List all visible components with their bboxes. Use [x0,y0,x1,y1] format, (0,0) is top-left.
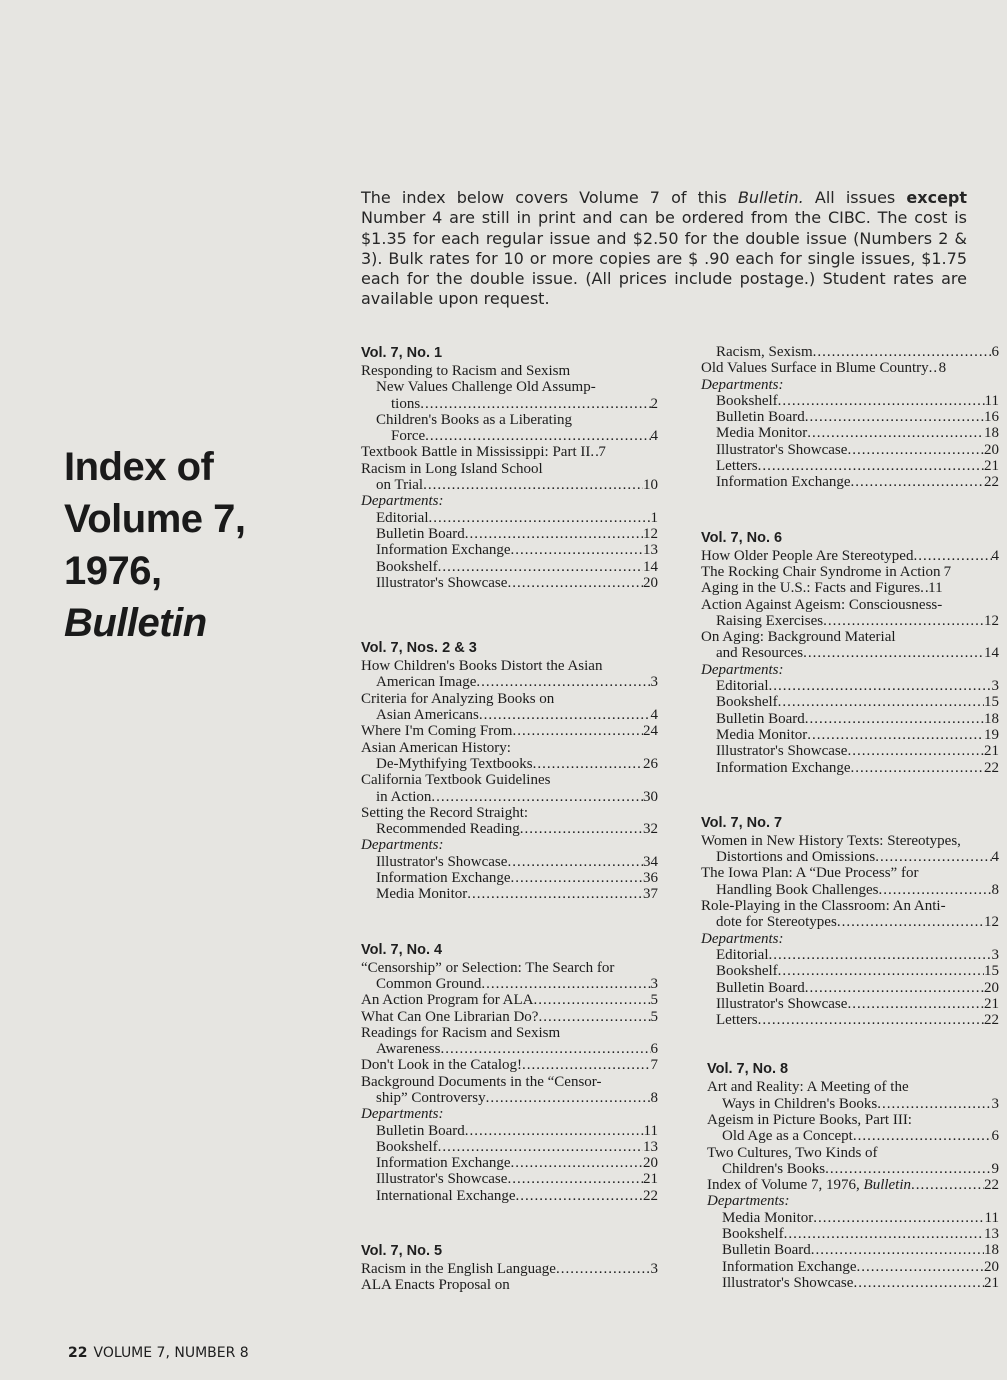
issue-section [361,639,658,902]
department-entry: Letters ..... 21 [701,458,999,474]
departments-heading: Departments: [361,1106,444,1123]
departments-heading: Departments: [701,661,784,678]
department-entry: Bulletin Board ..... 18 [701,711,999,727]
department-entry: Illustrator's Showcase ..... 21 [707,1275,999,1291]
department-entry: Information Exchange ..... 22 [701,760,999,776]
department-entry: Illustrator's Showcase ..... 20 [701,442,999,458]
issue-heading: Vol. 7, No. 6 [701,529,783,546]
department-entry: Bulletin Board ..... 18 [707,1242,999,1258]
department-entry: Information Exchange ..... 36 [361,870,658,886]
issue-section [701,814,999,1029]
department-entry: Illustrator's Showcase ..... 21 [701,743,999,759]
departments-heading: Departments: [707,1193,790,1210]
index-entry: Asian American History: De-Mythifying Textbooks ..... 26 [361,740,658,773]
index-column-left [361,344,658,1294]
index-entry: Racism in the English Language ..... 3 [361,1261,658,1277]
index-entry: What Can One Librarian Do? ..... 5 [361,1009,658,1025]
department-entry: Bookshelf ..... 11 [701,393,999,409]
department-entry: Illustrator's Showcase ..... 21 [701,996,999,1012]
index-entry: Two Cultures, Two Kinds of Children's Books ..... 9 [707,1145,999,1178]
issue-label: VOLUME 7, NUMBER 8 [93,1345,249,1361]
department-entry: International Exchange ..... 22 [361,1188,658,1204]
index-entry: Don't Look in the Catalog! ..... 7 [361,1057,658,1073]
index-entry: How Older People Are Stereotyped ..... 4 [701,548,999,564]
department-entry: Bulletin Board ..... 16 [701,409,999,425]
issue-heading: Vol. 7, No. 4 [361,941,443,958]
index-entry: Women in New History Texts: Stereotypes, Distortions and Omissions ..... 4 [701,833,999,866]
index-entry: Aging in the U.S.: Facts and Figures ..... 11 [701,580,999,596]
index-entry: On Aging: Background Material and Resources ..... 14 [701,629,999,662]
index-entry: Ageism in Picture Books, Part III: Old Age as a Concept ..... 6 [707,1112,999,1145]
index-entry: How Children's Books Distort the Asian American Image ..... 3 [361,658,658,691]
departments-heading: Departments: [361,493,444,510]
index-entry: Art and Reality: A Meeting of the Ways in Children's Books ..... 3 [707,1079,999,1112]
index-entry: Role-Playing in the Classroom: An Anti- dote for Stereotypes ..... 12 [701,898,999,931]
department-entry: Media Monitor ..... 18 [701,425,999,441]
department-entry: Information Exchange ..... 13 [361,542,658,558]
department-entry: Bookshelf ..... 13 [707,1226,999,1242]
page-footer [68,1345,249,1361]
department-entry: Media Monitor ..... 11 [707,1210,999,1226]
issue-heading: Vol. 7, Nos. 2 & 3 [361,640,477,657]
index-entry: Action Against Ageism: Consciousness- Raising Exercises ..... 12 [701,597,999,630]
issue-heading: Vol. 7, No. 8 [707,1061,789,1078]
index-entry: The Iowa Plan: A “Due Process” for Handling Book Challenges ..... 8 [701,865,999,898]
departments-heading: Departments: [361,837,444,854]
index-entry: Readings for Racism and Sexism Awareness ..... 6 [361,1025,658,1058]
index-entry: The Rocking Chair Syndrome in Action 7 [701,563,952,580]
issue-section-continued [701,344,999,491]
index-entry: Racism in Long Island School on Trial ..... 10 [361,461,658,494]
department-entry: Illustrator's Showcase ..... 34 [361,854,658,870]
department-entry: Information Exchange ..... 20 [361,1155,658,1171]
title-line: Index of [64,445,214,489]
department-entry: Media Monitor ..... 19 [701,727,999,743]
index-entry: Index of Volume 7, 1976, Bulletin ..... 22 [707,1177,999,1193]
index-entry: Children's Books as a Liberating Force ..... 4 [361,412,658,445]
index-entry: Textbook Battle in Mississippi: Part II ..... 7 [361,444,658,460]
issue-heading: Vol. 7, No. 7 [701,814,783,831]
department-entry: Letters ..... 22 [701,1012,999,1028]
department-entry: Bulletin Board ..... 20 [701,980,999,996]
issue-section [361,344,658,591]
department-entry: Bulletin Board ..... 11 [361,1123,658,1139]
index-entry: Criteria for Analyzing Books on Asian Americans ..... 4 [361,691,658,724]
index-entry: Old Values Surface in Blume Country ..... 8 [701,360,999,376]
index-entry: ALA Enacts Proposal on [361,1277,510,1294]
department-entry: Bookshelf ..... 14 [361,559,658,575]
index-entry: Where I'm Coming From ..... 24 [361,723,658,739]
department-entry: Bookshelf ..... 15 [701,963,999,979]
department-entry: Information Exchange ..... 22 [701,474,999,490]
department-entry: Bulletin Board ..... 12 [361,526,658,542]
issue-heading: Vol. 7, No. 5 [361,1243,443,1260]
index-column-right [701,344,999,1291]
department-entry: Media Monitor ..... 37 [361,886,658,902]
department-entry: Illustrator's Showcase ..... 20 [361,575,658,591]
department-entry: Information Exchange ..... 20 [707,1259,999,1275]
page-number: 22 [68,1345,88,1361]
department-entry: Bookshelf ..... 15 [701,694,999,710]
index-entry: New Values Challenge Old Assump- tions ..... 2 [361,379,658,412]
index-entry: An Action Program for ALA ..... 5 [361,992,658,1008]
title-line: Bulletin [64,601,207,645]
intro-paragraph: The index below covers Volume 7 of this Bulletin. All issues except Number 4 are still in print and can be ordered from the CIBC. The cost is $1.35 for each regular issue and $2.50 for the double issue (Numbers 2 & 3). Bulk rates for 10 or more copies are $ .90 each for single issues, $1.75 each for the double issue. (All prices include postage.) Student rates are available upon request. [361,188,968,309]
issue-section [701,529,999,776]
department-entry: Editorial ..... 3 [701,678,999,694]
issue-section [701,1060,999,1291]
departments-heading: Departments: [701,930,784,947]
issue-section [361,1242,658,1294]
index-entry: Racism, Sexism ..... 6 [701,344,999,360]
title-line: Volume 7, [64,497,246,541]
index-entry: “Censorship” or Selection: The Search for Common Ground ..... 3 [361,960,658,993]
index-entry: Background Documents in the “Censor- ship” Controversy ..... 8 [361,1074,658,1107]
department-entry: Illustrator's Showcase ..... 21 [361,1171,658,1187]
page-title [64,441,354,649]
issue-section [361,941,658,1204]
index-entry: Responding to Racism and Sexism [361,363,571,379]
departments-heading: Departments: [701,376,784,393]
issue-heading: Vol. 7, No. 1 [361,345,443,361]
department-entry: Editorial ..... 3 [701,947,999,963]
index-entry: California Textbook Guidelines in Action ..... 30 [361,772,658,805]
department-entry: Bookshelf ..... 13 [361,1139,658,1155]
title-line: 1976, [64,549,162,593]
index-entry: Setting the Record Straight: Recommended Reading ..... 32 [361,805,658,838]
department-entry: Editorial ..... 1 [361,510,658,526]
